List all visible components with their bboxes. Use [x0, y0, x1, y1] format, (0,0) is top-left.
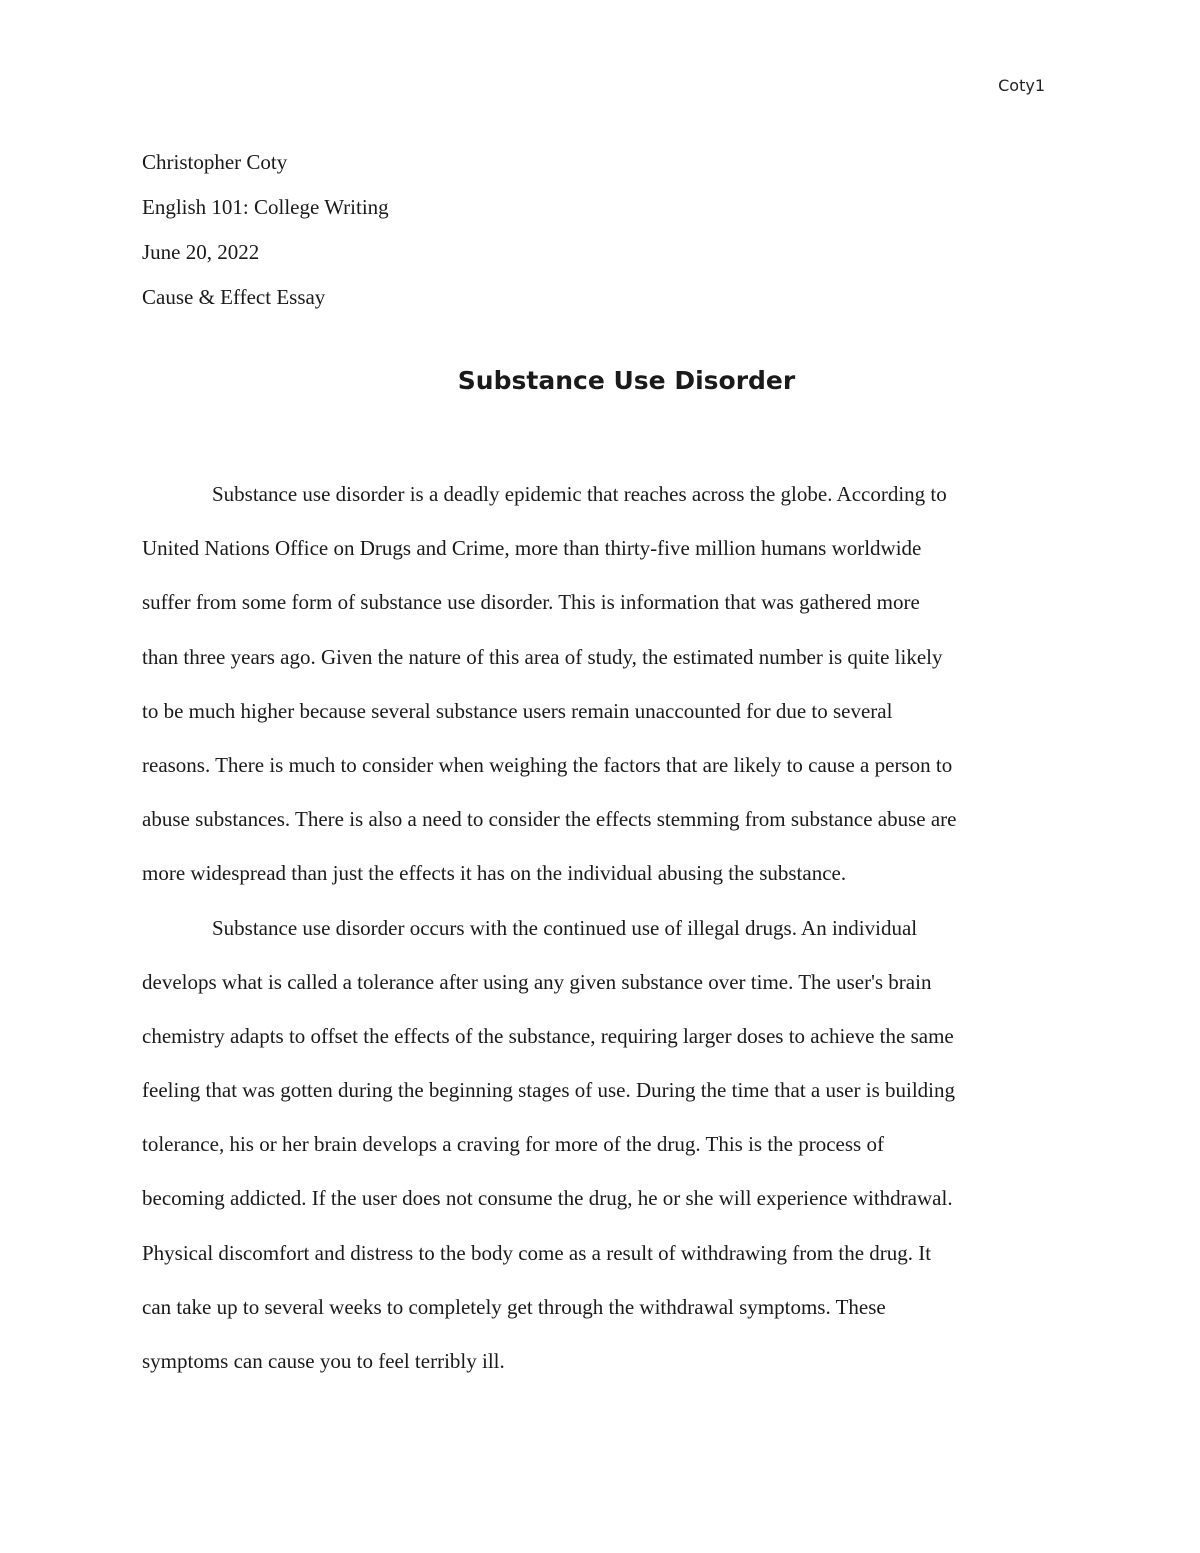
paragraph-line: abuse substances. There is also a need to consider the effects stemming from substance abuse are [142, 807, 957, 832]
mla-heading [142, 140, 389, 320]
essay-date: June 20, 2022 [142, 240, 260, 264]
essay-body [142, 467, 1058, 1388]
paragraph-line: more widespread than just the effects it has on the individual abusing the substance. [142, 861, 847, 886]
paragraph-line: Physical discomfort and distress to the body come as a result of withdrawing from the drug. It [142, 1240, 932, 1265]
paragraph-line: symptoms can cause you to feel terribly ill. [142, 1349, 505, 1373]
paragraph-line: develops what is called a tolerance after using any given substance over time. The user's brain [142, 969, 932, 994]
paragraph-line: becoming addicted. If the user does not consume the drug, he or she will experience withdrawal. [142, 1186, 953, 1211]
paragraph-line: tolerance, his or her brain develops a craving for more of the drug. This is the process of [142, 1132, 884, 1157]
paragraph-2 [142, 901, 1058, 1389]
paragraph-line: United Nations Office on Drugs and Crime, more than thirty-five million humans worldwide [142, 536, 922, 561]
paragraph-line: to be much higher because several substance users remain unaccounted for due to several [142, 698, 893, 723]
paragraph-line: feeling that was gotten during the beginning stages of use. During the time that a user is building [142, 1078, 956, 1103]
course-name: English 101: College Writing [142, 195, 389, 219]
paragraph-line: chemistry adapts to offset the effects of the substance, requiring larger doses to achieve the same [142, 1023, 954, 1048]
assignment-name: Cause & Effect Essay [142, 285, 326, 309]
paragraph-line: Substance use disorder is a deadly epidemic that reaches across the globe. According to [212, 482, 947, 506]
paragraph-line: can take up to several weeks to completely get through the withdrawal symptoms. These [142, 1294, 886, 1319]
paragraph-line: Substance use disorder occurs with the continued use of illegal drugs. An individual [212, 915, 918, 940]
paragraph-line: than three years ago. Given the nature of this area of study, the estimated number is quite likely [142, 644, 943, 669]
running-head: Coty1 [998, 76, 1045, 95]
essay-title: Substance Use Disorder [457, 366, 796, 395]
author-name: Christopher Coty [142, 150, 288, 174]
paragraph-line: reasons. There is much to consider when weighing the factors that are likely to cause a person to [142, 752, 953, 777]
paragraph-line: suffer from some form of substance use disorder. This is information that was gathered more [142, 590, 920, 615]
paragraph-1 [142, 467, 1058, 901]
